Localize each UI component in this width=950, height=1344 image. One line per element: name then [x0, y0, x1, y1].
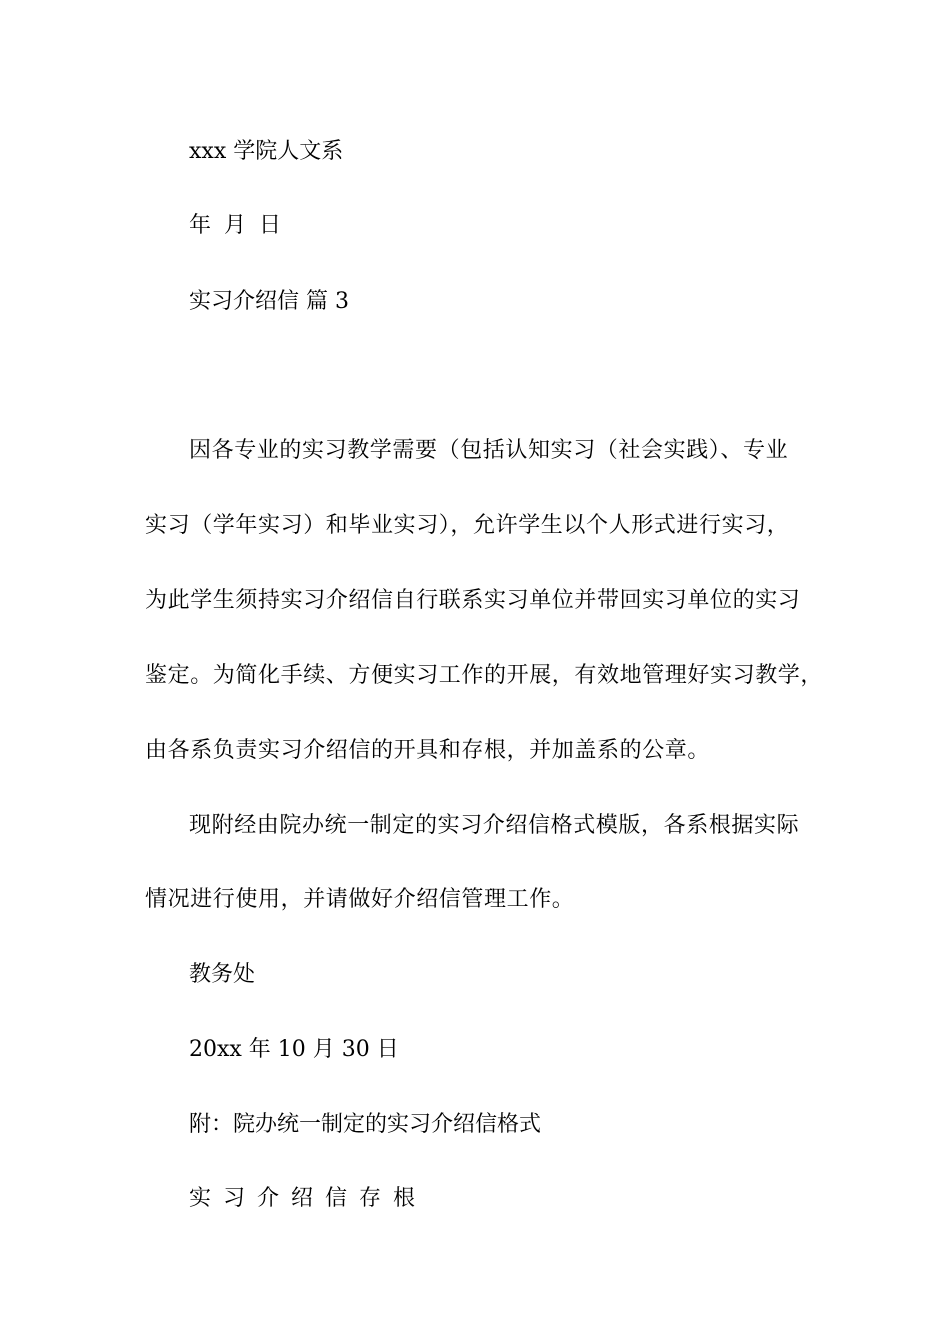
paragraph1-line: 鉴定。为简化手续、方便实习工作的开展，有效地管理好实习教学，: [145, 663, 824, 688]
paragraph1-line: 实习（学年实习）和毕业实习），允许学生以个人形式进行实习，: [145, 513, 790, 538]
paragraph2-line: 情况进行使用，并请做好介绍信管理工作。: [145, 887, 575, 912]
paragraph1-line: 因各专业的实习教学需要（包括认知实习（社会实践）、专业: [189, 438, 789, 463]
stub-title: 实习介绍信存根: [189, 1186, 428, 1211]
attachment-line: 附：院办统一制定的实习介绍信格式: [189, 1112, 542, 1137]
paragraph1-line: 为此学生须持实习介绍信自行联系实习单位并带回实习单位的实习: [145, 588, 801, 613]
sender-line: xxx 学院人文系: [189, 139, 344, 164]
section-title: 实习介绍信 篇 3: [189, 289, 349, 314]
date-blank-line: 年 月 日: [189, 213, 281, 238]
paragraph2-line: 现附经由院办统一制定的实习介绍信格式模版，各系根据实际: [189, 813, 800, 838]
signature-line: 教务处: [189, 962, 256, 987]
date-line: 20xx 年 10 月 30 日: [189, 1037, 399, 1062]
paragraph1-line: 由各系负责实习介绍信的开具和存根，并加盖系的公章。: [145, 738, 711, 763]
